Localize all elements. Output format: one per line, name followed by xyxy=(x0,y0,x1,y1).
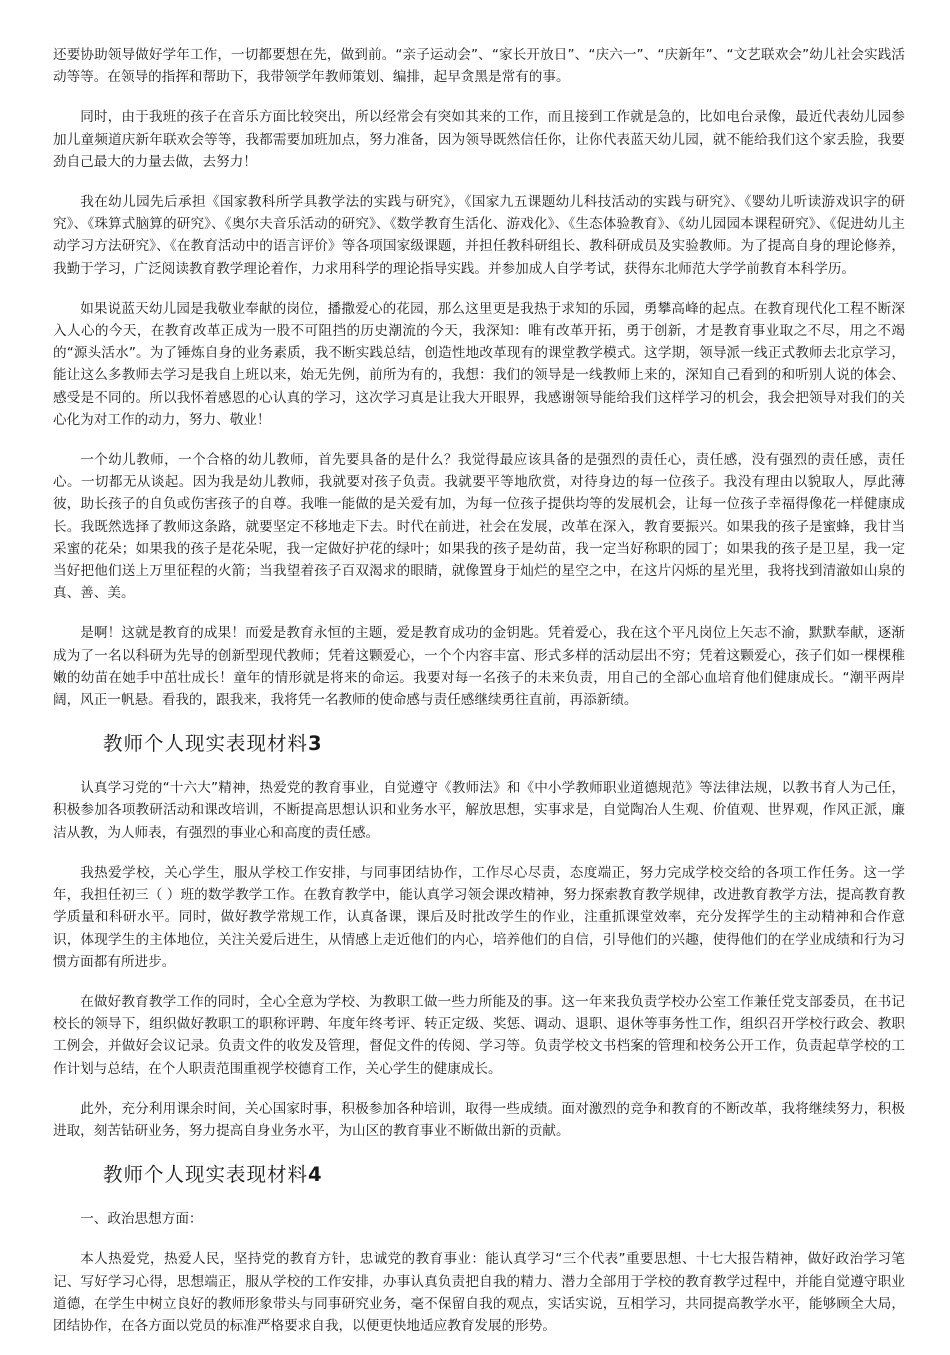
document-page xyxy=(53,44,905,1355)
paragraph: 是啊！这就是教育的成果！而爱是教育永恒的主题，爱是教育成功的金钥匙。凭着爱心，我在这个平凡岗位上矢志不渝，默默奉献，逐渐成为了一名以科研为先导的创新型现代教师；凭着这颗爱心，一个个内容丰富、形式多样的活动层出不穷；凭着这颗爱心，孩子们如一棵棵稚嫩的幼苗在她手中茁壮成长！童年的情形就是将来的命运。我要对每一名孩子的未来负责，用自己的全部心血培育他们健康成长。“潮平两岸阔，风正一帆悬。看我的，跟我来，我将凭一名教师的使命感与责任感继续勇往直前，再添新绩。 xyxy=(53,625,905,709)
paragraph: 一个幼儿教师，一个合格的幼儿教师，首先要具备的是什么？我觉得最应该具备的是强烈的责任心，责任感，没有强烈的责任感，责任心。一切都无从谈起。因为我是幼儿教师，我就要对孩子负责。我就要平等地欣赏，对待身边的每一位孩子。我没有理由以貌取人，厚此薄彼，助长孩子的自负或伤害孩子的自尊。我唯一能做的是关爱有加，为每一位孩子提供均等的发展机会，让每一位孩子幸福得像花一样健康成长。我既然选择了教师这条路，就要坚定不移地走下去。时代在前进，社会在发展，改革在深入，教育要振兴。如果我的孩子是蜜蜂，我甘当采蜜的花朵；如果我的孩子是花朵呢，我一定做好护花的绿叶；如果我的孩子是幼苗，我一定当好称职的园丁；如果我的孩子是卫星，我一定当好把他们送上万里征程的火箭；当我望着孩子百双渴求的眼睛，就像置身于灿烂的星空之中，在这片闪烁的星光里，我将找到清澈如山泉的真、善、美。 xyxy=(53,452,905,602)
paragraph: 在做好教育教学工作的同时，全心全意为学校、为教职工做一些力所能及的事。这一年来我负责学校办公室工作兼任党支部委员，在书记校长的领导下，组织做好教职工的职称评聘、年度年终考评、转正定级、奖惩、调动、退职、退休等事务性工作，组织召开学校行政会、教职工例会，并做好会议记录。负责文件的收发及管理，督促文件的传阅、学习等。负责学校文书档案的管理和校务公开工作，负责起草学校的工作计划与总结，在个人职责范围重视学校德育工作，关心学生的健康成长。 xyxy=(53,993,905,1077)
paragraph: 还要协助领导做好学年工作，一切都要想在先，做到前。“亲子运动会”、“家长开放日”、“庆六一”、“庆新年”、“文艺联欢会”幼儿社会实践活动等等。在领导的指挥和帮助下，我带领学年教师策划、编排，起早贪黑是常有的事。 xyxy=(53,47,905,86)
section-heading-number: 4 xyxy=(308,1163,323,1187)
paragraph: 本人热爱党，热爱人民，坚持党的教育方针，忠诚党的教育事业：能认真学习“三个代表”重要思想、十七大报告精神，做好政治学习笔记、写好学习心得，思想端正，服从学校的工作安排，办事认真负责把自我的精力、潜力全部用于学校的教育教学过程中，并能自觉遵守职业道德，在学生中树立良好的教师形象带头与同事研究业务，毫不保留自我的观点，实话实说，互相学习，共同提高教学水平，能够顾全大局，团结协作，在各方面以党员的标准严格要求自我，以便更快地适应教育发展的形势。 xyxy=(53,1251,905,1334)
section-heading xyxy=(103,729,905,759)
paragraph: 如果说蓝天幼儿园是我敬业奉献的岗位，播撒爱心的花园，那么这里更是我热于求知的乐园，勇攀高峰的起点。在教育现代化工程不断深入人心的今天，在教育改革正成为一股不可阻挡的历史潮流的今天，我深知：唯有改革开拓，勇于创新，才是教育事业取之不尽，用之不竭的“源头活水”。为了锤炼自身的业务素质，我不断实践总结，创造性地改革现有的课堂教学模式。这学期，领导派一线正式教师去北京学习，能让这么多教师去学习是我自上班以来，始无先例，前所为有的，我想：我们的领导是一线教师上来的，深知自己看到的和听别人说的体会、感受是不同的。所以我怀着感恩的心认真的学习，这次学习真是让我大开眼界，我感谢领导能给我们这样学习的机会，我会把领导对我们的关心化为对工作的动力，努力、敬业！ xyxy=(53,300,905,428)
section-heading-number: 3 xyxy=(308,732,323,756)
paragraph: 此外，充分利用课余时间，关心国家时事，积极参加各种培训，取得一些成绩。面对激烈的竞争和教育的不断改革，我将继续努力，积极进取，刻苦钻研业务，努力提高自身业务水平，为山区的教育事业不断做出新的贡献。 xyxy=(53,1100,905,1139)
section-heading-text: 教师个人现实表现材料 xyxy=(103,732,309,756)
paragraph: 我热爱学校，关心学生，服从学校工作安排，与同事团结协作，工作尽心尽责，态度端正，努力完成学校交给的各项工作任务。这一学年，我担任初三（ ）班的数学教学工作。在教育教学中，能认真学习领会课改精神，努力探索教育教学规律，改进教育教学方法，提高教育教学质量和科研水平。同时，做好教学常规工作，认真备课，课后及时批改学生的作业，注重抓课堂效率，充分发挥学生的主动精神和合作意识，体现学生的主体地位，关注关爱后进生，从情感上走近他们的内心，培养他们的自信，引导他们的兴趣，使得他们的在学业成绩和行为习惯方面都有所进步。 xyxy=(53,864,905,970)
paragraph: 同时，由于我班的孩子在音乐方面比较突出，所以经常会有突如其来的工作，而且接到工作就是急的，比如电台录像，最近代表幼儿园参加儿童频道庆新年联欢会等等，我都需要加班加点，努力准备，因为领导既然信任你，让你代表蓝天幼儿园，就不能给我们这个家丢脸，我要劲自己最大的力量去做，去努力！ xyxy=(53,109,905,170)
paragraph: 我在幼儿园先后承担《国家教科所学具教学法的实践与研究》，《国家九五课题幼儿科技活动的实践与研究》、《婴幼儿听读游戏识字的研究》、《珠算式脑算的研究》、《奥尔夫音乐活动的研究》、《数学教育生活化、游戏化》、《生态体验教育》、《幼儿园园本课程研究》、《促进幼儿主动学习方法研究》、《在教育活动中的语言评价》等各项国家级课题，并担任教科研组长、教科研成员及实验教师。为了提高自身的理论修养，我勤于学习，广泛阅读教育教学理论着作，力求用科学的理论指导实践。并参加成人自学考试，获得东北师范大学学前教育本科学历。 xyxy=(53,194,905,277)
section-heading-text: 教师个人现实表现材料 xyxy=(103,1163,309,1187)
section-heading xyxy=(103,1160,905,1190)
paragraph: 认真学习党的“十六大”精神，热爱党的教育事业，自觉遵守《教师法》和《中小学教师职业道德规范》等法律法规，以教书育人为己任，积极参加各项教研活动和课改培训，不断提高思想认识和业务水平，解放思想，实事求是，自觉陶冶人生观、价值观、世界观，作风正派，廉洁从教，为人师表，有强烈的事业心和高度的责任感。 xyxy=(53,780,905,841)
paragraph: 一、政治思想方面： xyxy=(80,1211,203,1228)
